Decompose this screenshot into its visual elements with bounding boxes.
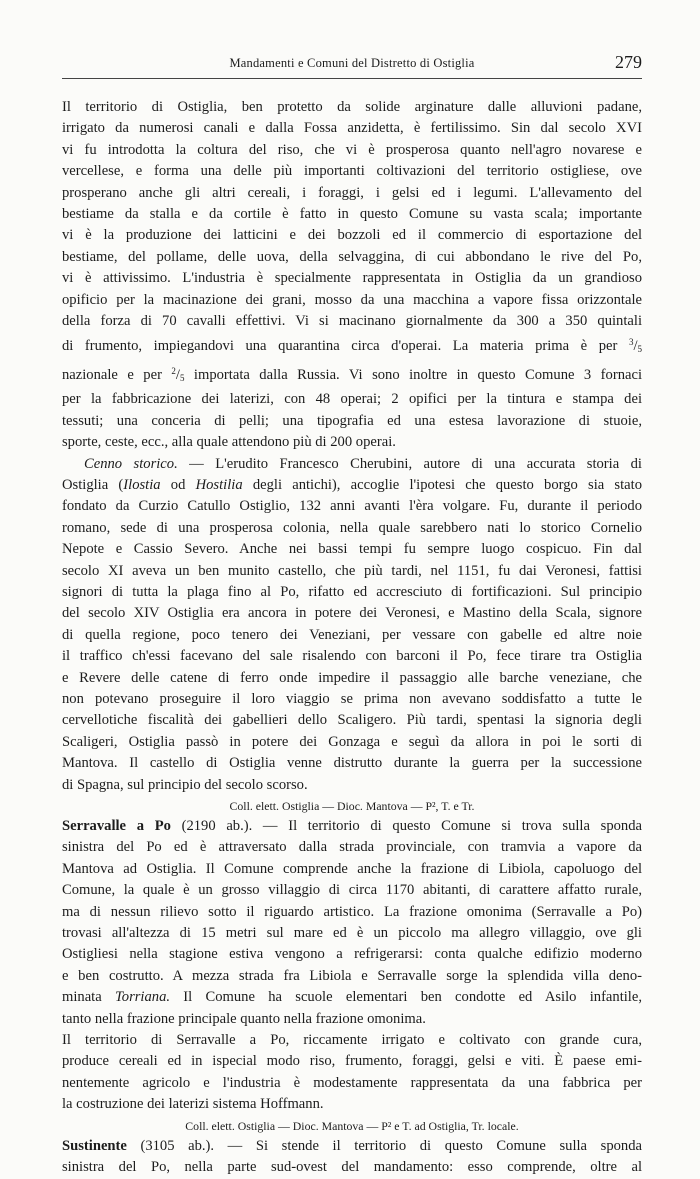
text-line: prosperano anche gli altri cereali, i foraggi, i gelsi ed i legumi. L'allevamento del xyxy=(62,184,642,201)
text-line: fondato da Curzio Catullo Ostiglio, 132 anni avanti l'èra volgare. Fu, durante il periodo xyxy=(62,498,642,515)
text-line: bestiame, del pollame, delle uova, della selvaggina, di cui abbondano le rive del Po, xyxy=(62,248,642,265)
text-line: irrigato da numerosi canali e dalla Fossa anzidetta, è fertilissimo. Sin dal secolo XVI xyxy=(62,120,642,137)
collegio-note: Coll. elett. Ostiglia — Dioc. Mantova — P², T. e Tr. xyxy=(229,799,475,813)
text-line: Comune, la quale è un grosso villaggio di circa 1170 abitanti, di carattere affatto rurale, xyxy=(62,882,642,899)
text-fragment: Ostiglia ( xyxy=(62,476,124,493)
text-line: vi è attivissimo. L'industria è specialmente rappresentata in Ostiglia da un grandioso xyxy=(62,270,642,287)
fraction-numerator: 2 xyxy=(171,365,176,376)
text-line: di frumento, impiegandovi una quarantina circa d'operai. La materia prima è per $^3$/5 xyxy=(62,337,642,355)
text-line xyxy=(62,816,642,837)
text-line: sinistra del Po, nella parte sud-ovest del mandamento: esso comprende, oltre al xyxy=(62,1159,642,1176)
text-line: di quella regione, poco tenero dei Veneziani, per vessare con gabelle ed altre noie xyxy=(62,626,642,643)
text-line: e Revere delle catene di ferro onde impedire il passaggio alle barche veneziane, che xyxy=(62,669,642,686)
italic-term: Torriana. xyxy=(115,989,171,1006)
text-line: nentemente agricolo e l'industria è modestamente rappresentata da una fabbrica per xyxy=(62,1074,642,1091)
text-line: vi fu introdotta la coltura del riso, che vi è prosperosa quanto nell'agro novarese e xyxy=(62,141,642,158)
page-number: 279 xyxy=(615,52,642,72)
paragraph-sustinente xyxy=(62,1136,642,1179)
fraction-denominator: 5 xyxy=(637,344,642,355)
paragraph-territorio-ostiglia xyxy=(62,97,642,454)
text-line: bestiame da stalla e da cortile è fatto in questo Comune su vasta scala; importante xyxy=(62,206,642,223)
text-line: tessuti; una conceria di pelli; una tipografia ed una estesa lavorazione di stuoie, xyxy=(62,412,642,429)
fraction-denominator: 5 xyxy=(179,372,185,383)
text-line: vi è la produzione dei latticini e dei bozzoli ed il commercio di esportazione del xyxy=(62,227,642,244)
text-line: della forza di 70 cavalli effettivi. Vi si macinano giornalmente da 300 a 350 quintali xyxy=(62,313,642,330)
italic-term: Hostilia xyxy=(195,476,243,493)
text-line: tanto nella frazione principale quanto nella frazione omonima. xyxy=(62,1010,426,1027)
text-fragment: od xyxy=(160,476,196,493)
text-fragment: (3105 ab.). — Si stende il territorio di questo Comune sulla sponda xyxy=(126,1137,642,1154)
text-line: non potevano proseguire il loro viaggio se prima non avevano soddisfatto a tutte le xyxy=(62,690,642,707)
text-line: di Spagna, sul principio del secolo scorso. xyxy=(62,776,308,793)
text-line: produce cereali ed in ispecial modo riso, frumento, foraggi, gelsi e viti. È paese emi- xyxy=(62,1053,642,1070)
text-line: il traffico ch'essi facevano del sale risalendo con barconi il Po, fece tirare tra Ostiglia xyxy=(62,648,642,665)
text-line: Nepote e Cassio Severo. Anche nei bassi tempi fu sempre luogo cospicuo. Fin dal xyxy=(62,541,642,558)
text-line: nazionale e per $^2$/5 importata dalla Russia. Vi sono inoltre in questo Comune 3 fornaci xyxy=(62,365,643,383)
text-fragment: degli antichi), accoglie l'ipotesi che questo borgo sia stato xyxy=(242,476,642,493)
text-line: cervellotiche fiscalità dei gabellieri dello Scaligero. Più tardi, spentasi la signoria degli xyxy=(62,712,642,729)
paragraph-serravalle-territorio xyxy=(62,1030,642,1116)
section-lead: Cenno storico. xyxy=(84,455,178,472)
italic-term: Ilostia xyxy=(123,476,161,493)
paragraph-serravalle xyxy=(62,816,642,1030)
text-line: Mantova. Il castello di Ostiglia venne distrutto durante la guerra per la successione xyxy=(62,755,642,772)
text-line: Il territorio di Ostiglia, ben protetto da solide arginature dalle alluvioni padane, xyxy=(62,99,642,115)
page-body xyxy=(62,97,642,1179)
text-line: ma di nessun rilievo sotto il riguardo artistico. La frazione omonima (Serravalle a Po) xyxy=(62,903,642,920)
text-line: per la fabbricazione dei laterizi, con 48 operai; 2 opifici per la tintura e stampa dei xyxy=(62,391,642,408)
text-line xyxy=(62,1136,642,1157)
text-fragment: nazionale e per xyxy=(62,366,172,383)
text-line: Ostigliesi nella stagione estiva vengono a refrigerarsi: conta qualche edifizio moderno xyxy=(62,946,642,963)
entry-heading: Sustinente xyxy=(62,1137,127,1154)
collegio-note: Coll. elett. Ostiglia — Dioc. Mantova — P² e T. ad Ostiglia, Tr. locale. xyxy=(185,1118,519,1133)
text-line: la costruzione dei laterizi sistema Hoffmann. xyxy=(62,1096,324,1113)
text-line: trovasi all'altezza di 15 metri sul mare ed è un piccolo ma allegro villaggio, ove gli xyxy=(62,925,642,942)
text-line: del secolo XIV Ostiglia era ancora in potere dei Veronesi, e Mastino della Scala, signore xyxy=(62,605,642,622)
text-line: vercellese, e forma una delle più importanti coltivazioni del territorio ostigliese, ove xyxy=(62,163,642,180)
text-line: signori di tutta la plaga fino al Po, rifatto ed accresciuto di fortificazioni. Sul principio xyxy=(62,583,642,600)
running-header xyxy=(62,52,642,79)
text-line: Mantova ad Ostiglia. Il Comune comprende anche la frazione di Libiola, capoluogo del xyxy=(62,860,642,877)
text-fragment: — L'erudito Francesco Cherubini, autore di una accurata storia di xyxy=(177,455,642,472)
text-line xyxy=(62,475,642,496)
text-line: secolo XI aveva un ben munito castello, che più tardi, nel 1151, fu dai Veronesi, fattisi xyxy=(62,562,642,579)
text-fragment: minata xyxy=(62,989,115,1006)
entry-heading: Serravalle a Po xyxy=(62,818,171,834)
text-line: sinistra del Po ed è attraversato dalla strada provinciale, con tramvia a vapore da xyxy=(62,839,642,856)
text-fragment: Il Comune ha scuole elementari ben condotte ed Asilo infantile, xyxy=(170,989,642,1006)
paragraph-cenno-storico xyxy=(62,454,642,797)
header-title: Mandamenti e Comuni del Distretto di Ostiglia xyxy=(229,56,475,70)
text-line xyxy=(62,454,642,475)
text-line: romano, sede di una prosperosa colonia, nella quale sarebbero nati lo storico Cornelio xyxy=(62,519,642,536)
fraction-numerator: 3 xyxy=(628,337,634,348)
text-fragment: di frumento, impiegandovi una quarantina circa d'operai. La materia prima è per xyxy=(62,338,629,355)
text-fragment: importata dalla Russia. Vi sono inoltre in questo Comune 3 fornaci xyxy=(184,366,643,383)
text-line: Il territorio di Serravalle a Po, riccamente irrigato e coltivato con grande cura, xyxy=(62,1032,642,1049)
text-line: Scaligeri, Ostiglia passò in potere dei Gonzaga e seguì da allora in poi le sorti di xyxy=(62,733,642,750)
text-line: sporte, ceste, ecc., alla quale attendono più di 200 operai. xyxy=(62,434,396,451)
text-line: opificio per la macinazione dei grani, mosso da una macchina a vapore fissa orizzontale xyxy=(62,291,642,308)
text-line: e ben costrutto. A mezza strada fra Libiola e Serravalle sorge la splendida villa deno- xyxy=(62,967,642,984)
text-line xyxy=(62,987,642,1008)
text-fragment: (2190 ab.). — Il territorio di questo Comune si trova sulla sponda xyxy=(170,818,642,834)
